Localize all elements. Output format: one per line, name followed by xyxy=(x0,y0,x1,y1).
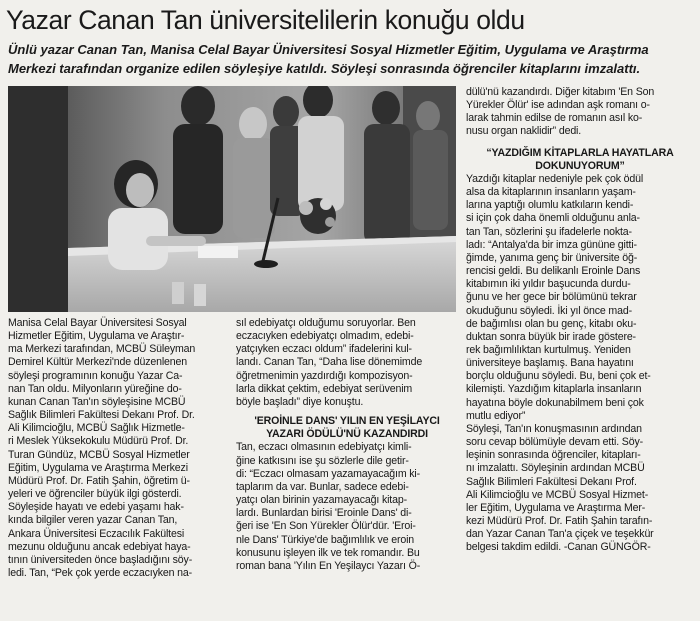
text-line: kunan Canan Tan'ın söyleşisine MCBÜ xyxy=(8,395,186,408)
text-line: Tan, eczacı olmasının edebiyatçı kimli- xyxy=(236,441,412,454)
text-line: Eğitim, Uygulama ve Araştırma Merkezi xyxy=(8,461,188,474)
subheading: “YAZDIĞIM KİTAPLARLA HAYATLARA xyxy=(486,146,674,159)
text-line: okuduğunu söyledi. İki yıl önce mad- xyxy=(466,304,632,317)
subheading: YAZARI ÖDÜLÜ'NÜ KAZANDIRDI xyxy=(266,428,428,441)
lead-paragraph xyxy=(8,40,694,78)
text-line: soru cevap bölümüyle devam etti. Söy- xyxy=(466,436,643,449)
text-line: borçlu olduğunu söyledi. Bu, beni çok et- xyxy=(466,370,651,383)
text-line: ma Merkezi tarafından, MCBÜ Süleyman xyxy=(8,343,196,356)
text-line: dülü'nü kazandırdı. Diğer kitabım 'En Son xyxy=(466,86,655,98)
text-line: ler Eğitim, Uygulama ve Araştırma Mer- xyxy=(466,501,646,514)
text-line: kitabımın iki yıldır başucunda durdu- xyxy=(466,278,631,291)
text-line: roman bana 'Yılın En Yeşilaycı Yazarı Ö- xyxy=(236,559,421,572)
text-line: nı imzalattı. Söyleşinin ardından MCBÜ xyxy=(466,462,645,475)
text-line: kında bilgiler veren yazar Canan Tan, xyxy=(8,514,178,527)
text-line: si için çok daha önemli olduğunu anla- xyxy=(466,212,640,225)
text-line: konusunu işleyen ilk ve tek romandır. Bu xyxy=(236,546,420,559)
text-line: ğunu ve her gece bir bölümünü tekrar xyxy=(466,291,637,304)
text-line: Yazdığı kitaplar nedeniyle pek çok ödül xyxy=(466,172,644,185)
text-line: ledi. Tan, “Pek çok yerde eczacıyken na- xyxy=(8,566,192,579)
text-line: taplarım da var. Bunlar, sadece edebi- xyxy=(236,480,409,493)
text-line: Sağlık Bilimleri Fakültesi Dekanı Prof. Dr. xyxy=(8,409,195,422)
text-line: tının üniversiteden önce başladığını söy- xyxy=(8,553,193,566)
text-line: alsa da kitaplarının insanların yaşam- xyxy=(466,186,636,199)
text-line: nle Dans' Türkiye'de bağımlılık ve eroin xyxy=(236,533,415,546)
text-line: üniversiteye başlamış. Bana hayatını xyxy=(466,357,634,370)
text-line: ğine katkısını ise şu sözlerle dile getir- xyxy=(236,454,409,467)
text-line: rek bağımlılıktan kurtulmuş. Yeniden xyxy=(466,343,631,356)
text-line: larına yaptığı olumlu katkıların kendi- xyxy=(466,199,634,212)
text-line: eczacıyken edebiyatçı olmadım, edebi- xyxy=(236,330,414,343)
text-line: Ankara Üniversitesi Eczacılık Fakültesi xyxy=(8,527,185,540)
text-line: nan Tan oldu. Milyonların yüreğine do- xyxy=(8,382,182,395)
article-column-2 xyxy=(236,317,458,573)
article-column-3 xyxy=(466,86,694,554)
text-line: mezunu olduğunu ancak edebiyat haya- xyxy=(8,540,191,553)
text-line: Yürekler Ölür' ise adından aşk romanı o- xyxy=(466,99,650,112)
text-line: öğretmenimin yazdırdığı kompozisyon- xyxy=(236,369,413,382)
text-line: yatçıyken eczacı oldum” ifadelerini kul- xyxy=(236,343,412,356)
text-line: nusu organ nakli​dir” dedi. xyxy=(466,125,582,138)
text-line: Demirel Kültür Merkezi'nde düzenlenen xyxy=(8,356,188,369)
text-line: kilemişti. Yazdığım kitaplarla insanların xyxy=(466,383,642,396)
text-line: Manisa Celal Bayar Üniversitesi Sosyal xyxy=(8,317,187,329)
text-line: Hizmetler Eğitim, Uygulama ve Araştır- xyxy=(8,330,185,343)
text-line: sıl edebiyatçı olduğumu soruyorlar. Ben xyxy=(236,317,416,329)
subheading: DOKUNUYORUM” xyxy=(535,159,625,172)
text-line: ri Meslek Yüksekokulu Müdürü Prof. Dr. xyxy=(8,435,189,448)
text-line: tan Tan, sözlerini şu ifadelerle nokta- xyxy=(466,225,632,238)
text-line: böyle başladı” diye konuştu. xyxy=(236,395,364,408)
text-line: lardı. Bunlardan birisi 'Eroinle Dans' di- xyxy=(236,507,412,520)
text-line: kezi Müdürü Prof. Dr. Fatih Şahin tarafın- xyxy=(466,515,653,527)
text-line: ğimde, yanıma genç bir üniversite öğ- xyxy=(466,251,638,264)
text-line: leşinin sonrasında öğrenciler, kitapları- xyxy=(466,449,641,462)
text-line: söyleşi programının konuğu Yazar Ca- xyxy=(8,369,183,382)
text-line: Ali Kilimcioğlu, MCBÜ Sağlık Hizmetle- xyxy=(8,422,185,435)
article-column-1 xyxy=(8,317,226,580)
text-line: di: “Eczacı olmasam yazamayacağım ki- xyxy=(236,467,421,480)
text-line: Turan Gündüz, MCBÜ Sosyal Hizmetler xyxy=(8,448,190,461)
text-line: yatçı olan birinin yazamayacağı kitap- xyxy=(236,494,407,507)
subheading: 'EROİNLE DANS' YILIN EN YEŞİLAYCI xyxy=(254,415,440,428)
text-line: ladı: “Antalya'da bir imza gününe gitti- xyxy=(466,238,637,251)
text-line: landı. Canan Tan, “Daha lise dönemimde xyxy=(236,356,423,369)
text-line: hayatına böyle dokunabilmem beni çok xyxy=(466,396,644,409)
photo-illustration xyxy=(8,86,456,312)
article-photo xyxy=(8,86,456,312)
text-line: Ali Kilimcioğlu ve MCBÜ Sosyal Hizmet- xyxy=(466,488,649,501)
text-line: dan Yazar Canan Tan'a çiçek ve teşekkür xyxy=(466,528,654,541)
lead-line: Merkezi tarafından organize edilen söyleşiye katıldı. Söyleşi sonrasında öğrenciler kitaplarını imzalattı. xyxy=(8,61,641,76)
text-line: Söyleşi, Tan'ın konuşmasının ardından xyxy=(466,422,642,435)
text-line: Söyleşide hayatı ve edebi yaşamı hak- xyxy=(8,501,184,514)
text-line: ğeri ise 'En Son Yürekler Ölür'dür. 'Eroi- xyxy=(236,520,416,533)
lead-line: Ünlü yazar Canan Tan, Manisa Celal Bayar Üniversitesi Sosyal Hizmetler Eğitim, Uygulama ve Araştırma xyxy=(8,42,649,57)
text-line: larak tahmin edilse de romanın asıl ko- xyxy=(466,112,643,125)
text-line: Sağlık Bilimleri Fakültesi Dekanı Prof. xyxy=(466,475,637,488)
text-line: rencisi geldi. Bu delikanlı Eroinle Dans xyxy=(466,265,641,278)
headline: Yazar Canan Tan üniversitelilerin konuğu oldu xyxy=(6,5,525,35)
text-line: de bağımlısı olan bu genç, kitabı oku- xyxy=(466,317,637,330)
text-line: yeleri ve öğrenciler büyük ilgi gösterdi. xyxy=(8,488,182,501)
text-line: Müdürü Prof. Dr. Fatih Şahin, öğretim ü- xyxy=(8,474,190,487)
text-line: larla dikkat çektim, edebiyat serüvenim xyxy=(236,382,413,395)
text-line: mutlu ediyor” xyxy=(466,409,526,422)
text-line: belgesi takdim edildi. -Canan GÜNGÖR- xyxy=(466,541,651,554)
text-line: duktan sonra büyük bir irade gösterе- xyxy=(466,330,636,343)
